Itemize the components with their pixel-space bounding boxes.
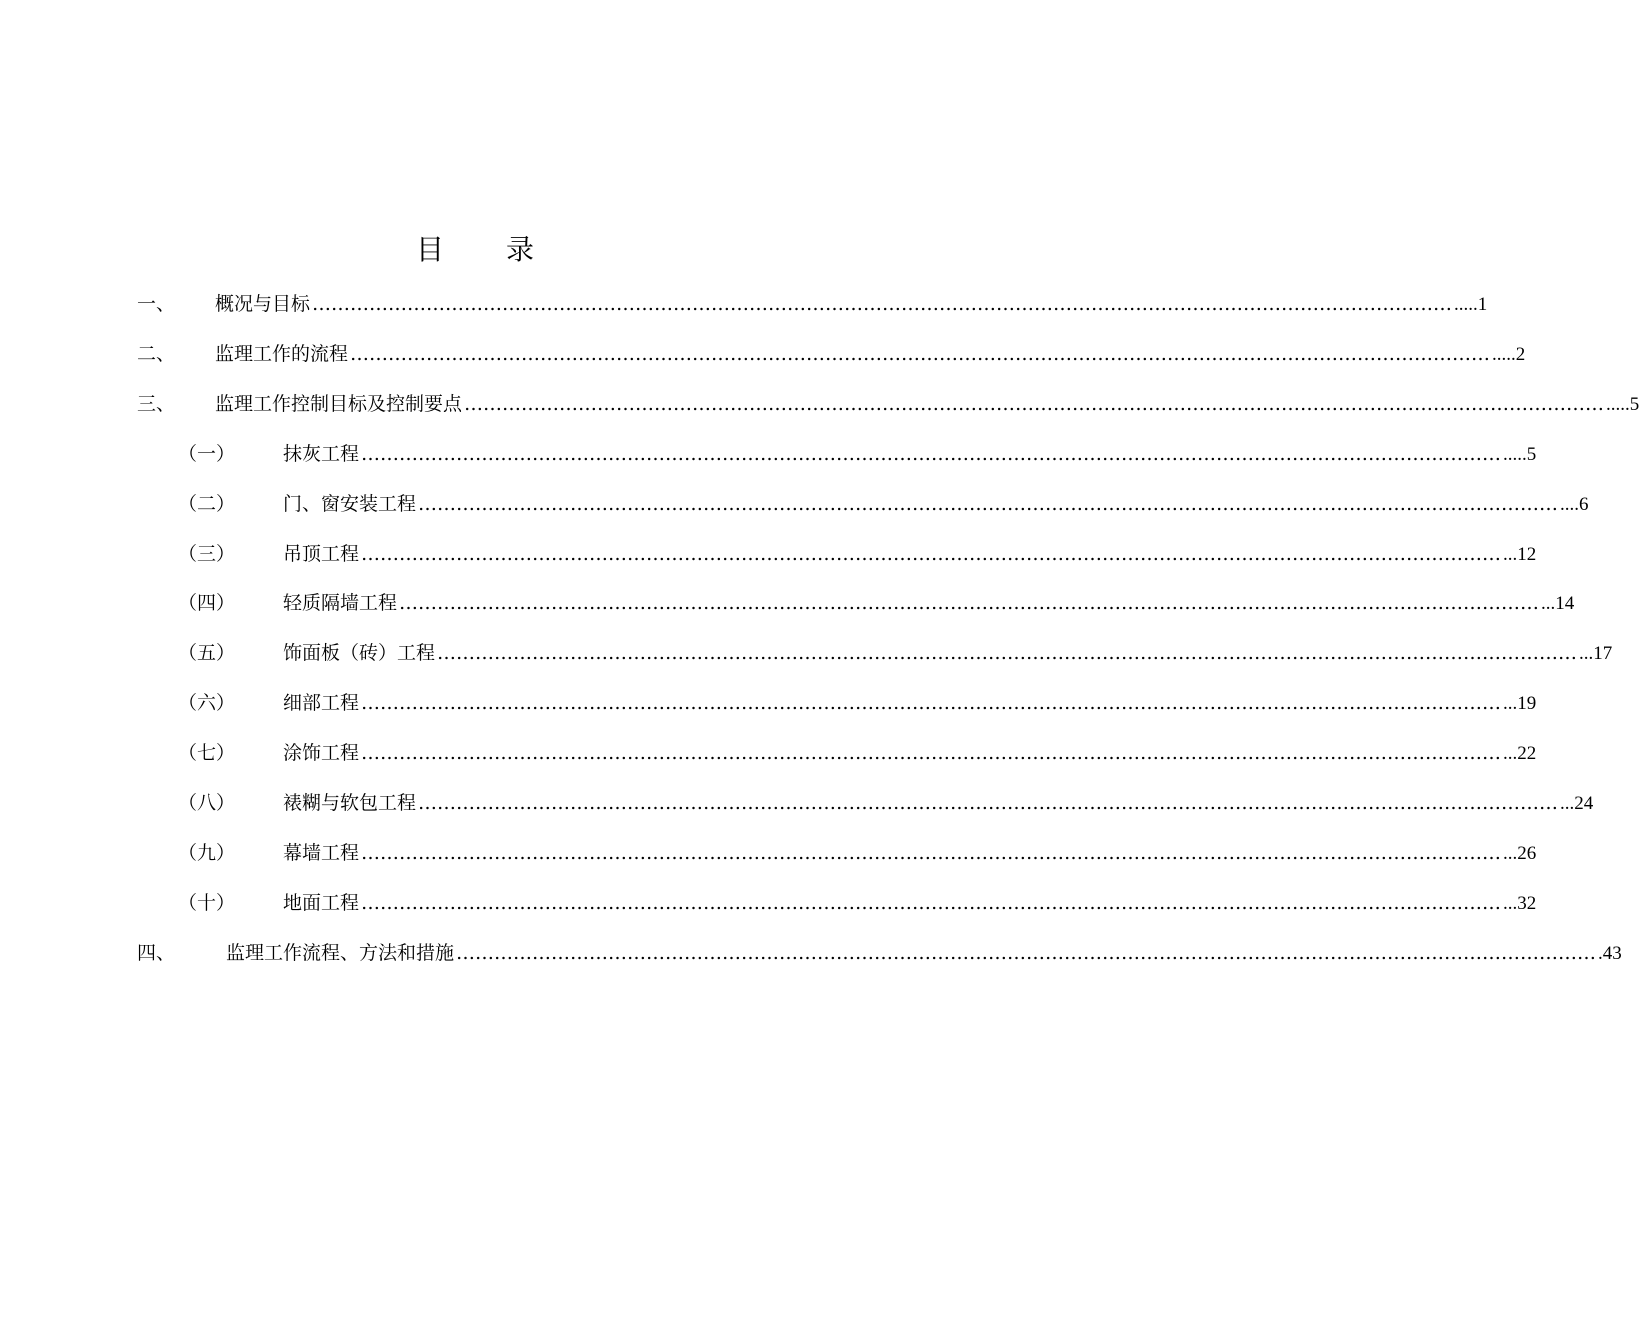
toc-entry-page: ...19: [1503, 693, 1537, 715]
toc-entry[interactable]: [137, 338, 1526, 370]
toc-entry-page: ...12: [1503, 543, 1537, 565]
toc-entry-number: （七）: [178, 742, 236, 765]
toc-entry-number: （三）: [178, 542, 236, 565]
toc-dot-leader: ………………………………………………………………………………………………………………………………………………………………: [437, 642, 1578, 665]
toc-dot-leader: ………………………………………………………………………………………………………………………………………………………………: [418, 792, 1559, 814]
toc-entry[interactable]: [178, 737, 1537, 769]
toc-entry-label: 细部工程: [283, 692, 360, 715]
toc-entry-number: （六）: [178, 692, 236, 715]
toc-dot-leader: ………………………………………………………………………………………………………………………………………………………………: [361, 442, 1502, 465]
toc-entry-page: .....2: [1492, 343, 1526, 365]
toc-entry-label: 监理工作流程、方法和措施: [226, 941, 455, 964]
toc-dot-leader: ………………………………………………………………………………………………………………………………………………………………: [312, 293, 1453, 315]
toc-entry-page: ...22: [1503, 743, 1537, 765]
toc-entry-number: （五）: [178, 642, 236, 665]
toc-entry-number: （八）: [178, 792, 236, 814]
toc-entry-label: 地面工程: [283, 891, 360, 914]
toc-dot-leader: ………………………………………………………………………………………………………………………………………………………………: [418, 492, 1559, 515]
toc-dot-leader: ………………………………………………………………………………………………………………………………………………………………: [361, 891, 1502, 914]
toc-entry-page: ....6: [1560, 493, 1589, 515]
toc-dot-leader: ………………………………………………………………………………………………………………………………………………………………: [361, 841, 1502, 864]
toc-entry[interactable]: [137, 937, 1622, 969]
toc-entry[interactable]: [178, 887, 1537, 919]
toc-title-char-1: 目: [415, 233, 444, 266]
toc-entry-number: （一）: [178, 442, 236, 465]
toc-entry[interactable]: [178, 837, 1537, 869]
toc-entry-page: ...17: [1579, 643, 1613, 665]
toc-entry-label: 监理工作的流程: [215, 342, 349, 365]
toc-entry-number: （九）: [178, 841, 236, 864]
toc-entry[interactable]: [178, 637, 1613, 669]
toc-entry-page: .....5: [1503, 443, 1537, 465]
toc-dot-leader: ………………………………………………………………………………………………………………………………………………………………: [456, 941, 1597, 964]
toc-entry[interactable]: [178, 538, 1537, 570]
toc-entry-label: 轻质隔墙工程: [283, 592, 398, 615]
toc-entry-number: （十）: [178, 891, 236, 914]
toc-entry-page: .....5: [1606, 393, 1639, 415]
toc-entry-label: 裱糊与软包工程: [283, 792, 417, 814]
toc-entry-label: 饰面板（砖）工程: [283, 642, 436, 665]
toc-entry[interactable]: [178, 587, 1575, 619]
toc-dot-leader: ………………………………………………………………………………………………………………………………………………………………: [361, 742, 1502, 765]
toc-entry-label: 监理工作控制目标及控制要点: [215, 392, 463, 415]
toc-entry-number: 二、: [137, 342, 176, 365]
toc-dot-leader: ………………………………………………………………………………………………………………………………………………………………: [361, 692, 1502, 715]
toc-entry-number: （四）: [178, 592, 236, 615]
toc-dot-leader: ………………………………………………………………………………………………………………………………………………………………: [350, 342, 1491, 365]
toc-entry-number: 三、: [137, 392, 176, 415]
toc-entry[interactable]: [178, 488, 1589, 520]
toc-entry[interactable]: [178, 687, 1537, 719]
toc-dot-leader: ………………………………………………………………………………………………………………………………………………………………: [399, 592, 1540, 615]
toc-entry-page: ...14: [1541, 593, 1575, 615]
toc-entry-label: 概况与目标: [215, 293, 311, 315]
toc-entry-label: 吊顶工程: [283, 542, 360, 565]
toc-entry[interactable]: [178, 438, 1537, 470]
toc-dot-leader: ………………………………………………………………………………………………………………………………………………………………: [361, 542, 1502, 565]
toc-entry-page: .43: [1598, 942, 1622, 964]
toc-title: [0, 230, 950, 270]
toc-title-char-2: 录: [506, 233, 535, 266]
toc-entry-label: 涂饰工程: [283, 742, 360, 765]
toc-entry-label: 抹灰工程: [283, 442, 360, 465]
toc-entry[interactable]: [137, 388, 1639, 420]
toc-entry-page: ...24: [1560, 793, 1594, 814]
toc-entry[interactable]: [178, 787, 1594, 819]
toc-entry-label: 门、窗安装工程: [283, 492, 417, 515]
toc-entry-number: （二）: [178, 492, 236, 515]
toc-dot-leader: ………………………………………………………………………………………………………………………………………………………………: [464, 392, 1605, 415]
toc-entry-page: .....1: [1454, 294, 1488, 315]
toc-entry[interactable]: [137, 288, 1488, 320]
toc-entry-page: ...26: [1503, 842, 1537, 864]
toc-entry-label: 幕墙工程: [283, 841, 360, 864]
toc-entry-page: ...32: [1503, 892, 1537, 914]
toc-entry-number: 四、: [137, 941, 176, 964]
toc-entry-number: 一、: [137, 293, 176, 315]
